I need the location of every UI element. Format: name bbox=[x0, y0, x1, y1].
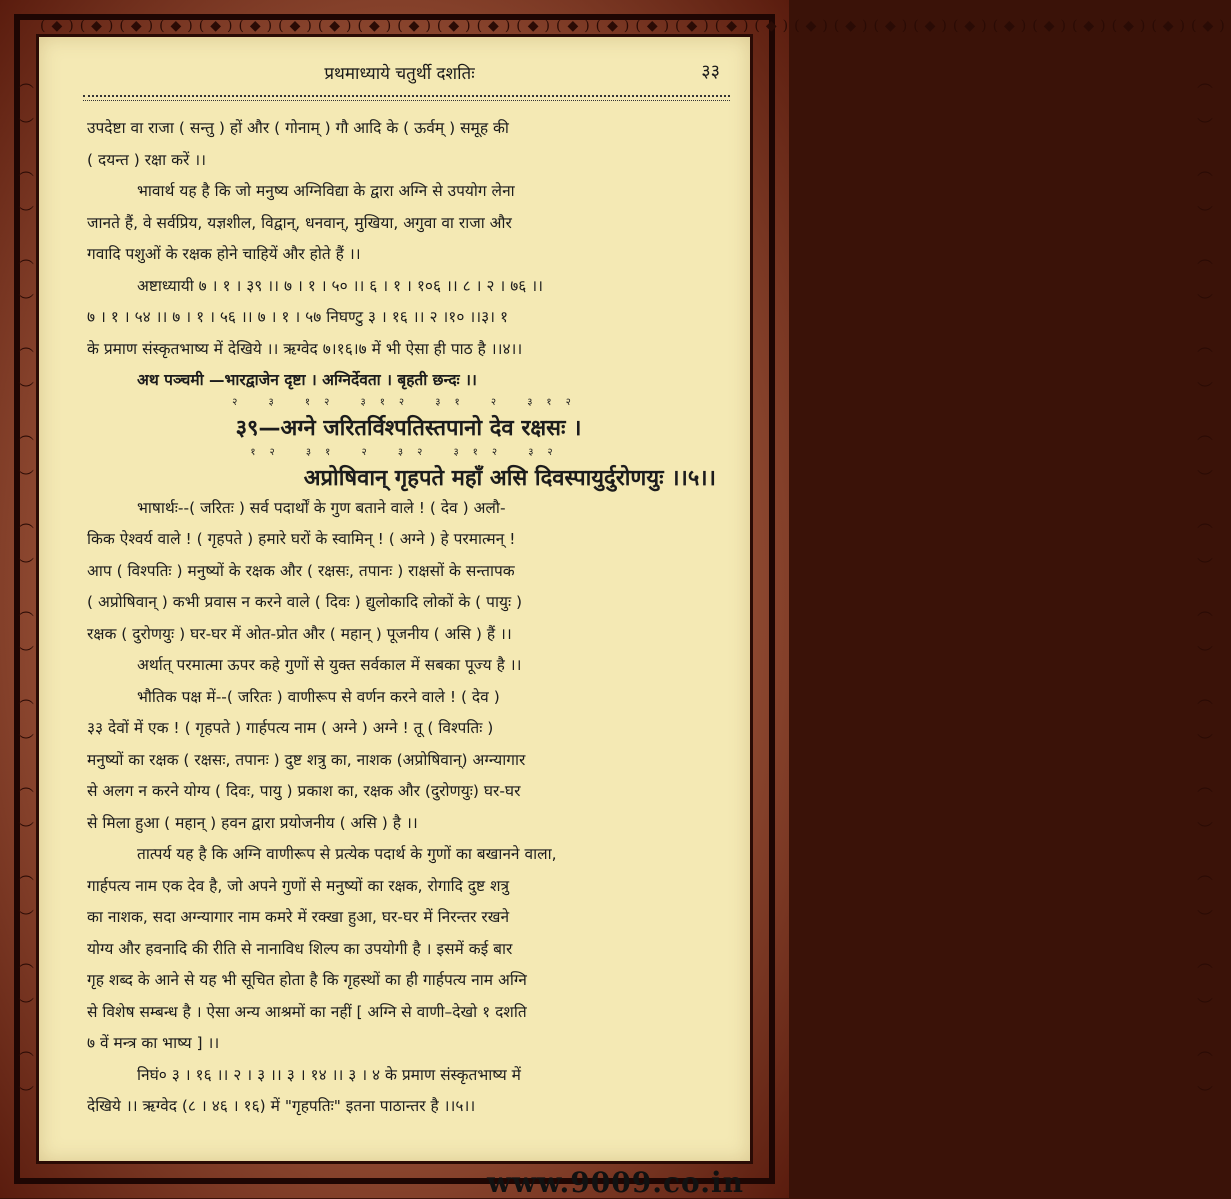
text-line: के प्रमाण संस्कृतभाष्य में देखिये ।। ऋग्वेद ७।१६।७ में भी ऐसा ही पाठ है ।।४।। bbox=[87, 339, 523, 358]
text-line: गार्हपत्य नाम एक देव है, जो अपने गुणों से मनुष्यों का रक्षक, रोगादि दुष्ट शत्रु bbox=[87, 876, 510, 895]
page-title: प्रथमाध्याये चतुर्थी दशतिः bbox=[324, 64, 475, 84]
text-line: ७ । १ । ५४ ।। ७ । १ । ५६ ।। ७ । १ । ५७ निघण्टु ३ । १६ ।। २ ।१० ।।३। १ bbox=[87, 308, 509, 326]
verse-intro: अथ पञ्चमी —भारद्वाजेन दृष्टा । अग्निर्देवता । बृहती छन्दः ।। bbox=[137, 371, 477, 389]
text-line: किक ऐश्वर्य वाले ! ( गृहपते ) हमारे घरों के स्वामिन् ! ( अग्ने ) हे परमात्मन् ! bbox=[87, 530, 516, 548]
text-line: भाषार्थः--( जरितः ) सर्व पदार्थों के गुण बताने वाले ! ( देव ) अलौ- bbox=[137, 498, 506, 517]
page-body bbox=[87, 113, 730, 1123]
website-watermark: www.9009.co.in bbox=[487, 1166, 744, 1199]
text-line: देखिये ।। ऋग्वेद (८ । ४६ । १६) में "गृहपतिः" इतना पाठान्तर है ।।५।। bbox=[87, 1097, 476, 1115]
text-line: भावार्थ यह है कि जो मनुष्य अग्निविद्या के द्वारा अग्नि से उपयोग लेना bbox=[137, 182, 515, 200]
text-line: जानते हैं, वे सर्वप्रिय, यज्ञशील, विद्वान्, धनवान्, मुखिया, अगुवा वा राजा और bbox=[87, 213, 512, 232]
text-line: निघं० ३ । १६ ।। २ । ३ ।। ३ । १४ ।। ३ । ४ के प्रमाण संस्कृतभाष्य में bbox=[137, 1065, 521, 1084]
text-line: अर्थात् परमात्मा ऊपर कहे गुणों से युक्त सर्वकाल में सबका पूज्य है ।। bbox=[137, 656, 522, 674]
text-line: ७ वें मन्त्र का भाष्य ] ।। bbox=[87, 1034, 220, 1052]
text-line: से मिला हुआ ( महान् ) हवन द्वारा प्रयोजनीय ( असि ) है ।। bbox=[87, 813, 418, 832]
text-line: से अलग न करने योग्य ( दिवः, पायु ) प्रकाश का, रक्षक और (दुरोणयुः) घर-घर bbox=[87, 782, 521, 800]
verse-line: अप्रोषिवान् गृहपते महाँ असि दिवस्पायुर्दुरोणयुः ।।५।। bbox=[303, 465, 716, 491]
frame-ornament-left: ︵ ︶ ︵ ︶ ︵ ︶ ︵ ︶ ︵ ︶ ︵ ︶ ︵ ︶ ︵ ︶ ︵ ︶ ︵ ︶ ︵ ︶ ︵ ︶ bbox=[17, 72, 34, 1103]
text-line: आप ( विश्पतिः ) मनुष्यों के रक्षक और ( रक्षसः, तपानः ) राक्षसों के सन्तापक bbox=[87, 561, 515, 580]
text-line: मनुष्यों का रक्षक ( रक्षसः, तपानः ) दुष्ट शत्रु का, नाशक (अप्रोषिवान्) अग्न्यागार bbox=[87, 750, 526, 769]
page-number: ३३ bbox=[701, 61, 720, 82]
text-line: ( अप्रोषिवान् ) कभी प्रवास न करने वाले ( दिवः ) द्युलोकादि लोकों के ( पायुः ) bbox=[87, 593, 523, 611]
text-line: गवादि पशुओं के रक्षक होने चाहियें और होते हैं ।। bbox=[87, 245, 361, 263]
text-line: ३३ देवों में एक ! ( गृहपते ) गार्हपत्य नाम ( अग्ने ) अग्ने ! तू ( विश्पतिः ) bbox=[87, 719, 494, 737]
text-line: भौतिक पक्ष में--( जरितः ) वाणीरूप से वर्णन करने वाले ! ( देव ) bbox=[137, 687, 500, 706]
text-line: रक्षक ( दुरोणयुः ) घर-घर में ओत-प्रोत और ( महान् ) पूजनीय ( असि ) हैं ।। bbox=[87, 624, 512, 643]
frame-ornament-right: ︵ ︶ ︵ ︶ ︵ ︶ ︵ ︶ ︵ ︶ ︵ ︶ ︵ ︶ ︵ ︶ ︵ ︶ ︵ ︶ ︵ ︶ ︵ ︶ bbox=[1196, 72, 1213, 1103]
svara-marks: १२ ३१ २ ३२ ३१२ ३२ bbox=[250, 446, 567, 458]
text-line: का नाशक, सदा अग्न्यागार नाम कमरे में रक्खा हुआ, घर-घर में निरन्तर रखने bbox=[87, 908, 510, 926]
scanned-page bbox=[36, 34, 753, 1164]
page-header bbox=[79, 55, 720, 85]
header-divider bbox=[83, 95, 730, 107]
text-line: से विशेष सम्बन्ध है । ऐसा अन्य आश्रमों का नहीं [ अग्नि से वाणी–देखो १ दशति bbox=[87, 1002, 527, 1021]
text-line: योग्य और हवनादि की रीति से नानाविध शिल्प का उपयोगी है । इसमें कई बार bbox=[87, 939, 513, 958]
text-line: ( दयन्त ) रक्षा करें ।। bbox=[87, 150, 207, 169]
text-line: उपदेष्टा वा राजा ( सन्तु ) हों और ( गोनाम् ) गौ आदि के ( ऊर्वम् ) समूह की bbox=[87, 119, 509, 137]
frame-ornament-top: (◆)(◆)(◆)(◆)(◆)(◆)(◆)(◆)(◆)(◆)(◆)(◆)(◆)(◆)(◆)(◆)(◆)(◆)(◆)(◆)(◆)(◆)(◆)(◆)(◆)(◆)(◆)(◆)(◆)(◆) bbox=[40, 18, 1231, 34]
text-line: अष्टाध्यायी ७ । १ । ३९ ।। ७ । १ । ५० ।। ६ । १ । १०६ ।। ८ । २ । ७६ ।। bbox=[137, 276, 544, 295]
text-line: तात्पर्य यह है कि अग्नि वाणीरूप से प्रत्येक पदार्थ के गुणों का बखानने वाला, bbox=[137, 845, 557, 863]
verse-line: ३९—अग्ने जरितर्विश्पतिस्तपानो देव रक्षसः । bbox=[235, 415, 582, 441]
text-line: गृह शब्द के आने से यह भी सूचित होता है कि गृहस्थों का ही गार्हपत्य नाम अग्नि bbox=[87, 971, 527, 989]
svara-marks: २ ३ १२ ३१२ ३१ २ ३१२ bbox=[232, 396, 585, 408]
